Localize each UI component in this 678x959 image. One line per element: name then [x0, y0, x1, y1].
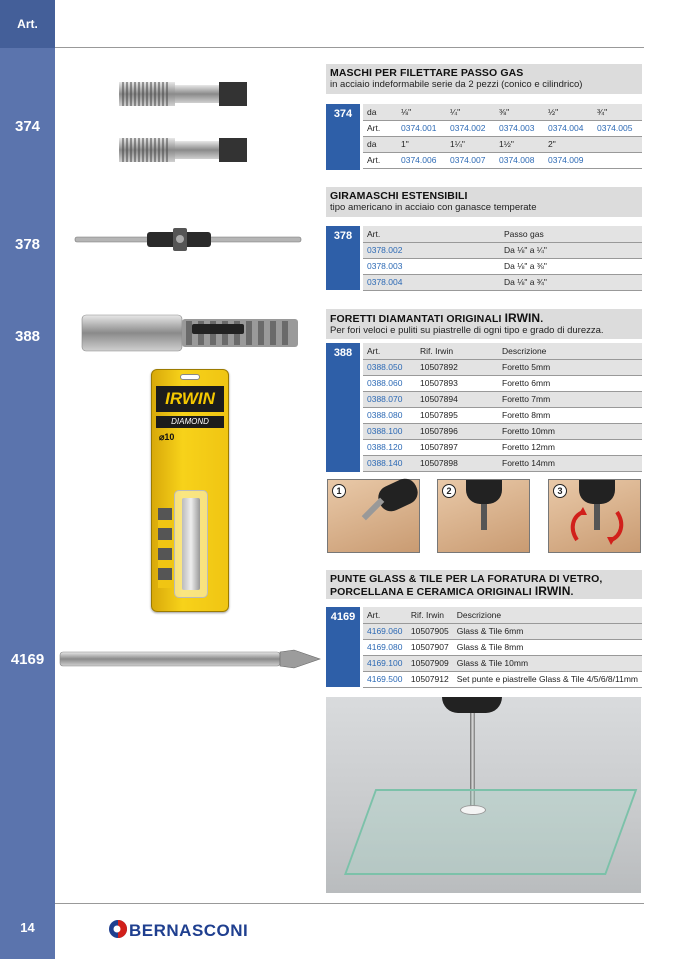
table-row: [363, 455, 642, 471]
section-4169-header: [326, 570, 642, 599]
drill-body: [374, 475, 421, 515]
top-rule: [55, 47, 644, 48]
table-row: [363, 120, 642, 136]
section-4169-tab: 4169: [326, 607, 360, 687]
table-cell: ¼": [446, 104, 495, 120]
section-4169-table: [363, 607, 642, 688]
step-number: 1: [332, 484, 346, 498]
table-row: [363, 671, 642, 687]
table-cell: 10507905: [407, 623, 453, 639]
tap-wrench-image: [73, 226, 305, 254]
table-cell: Foretto 7mm: [498, 391, 642, 407]
table-cell: 10507897: [416, 439, 498, 455]
table-cell[interactable]: 0388.140: [363, 455, 416, 471]
drill-spot: [460, 805, 486, 815]
table-cell: [593, 136, 642, 152]
table-row: [363, 407, 642, 423]
section-374-table: [363, 104, 642, 169]
section-4169-title-line1: PUNTE GLASS & TILE PER LA FORATURA DI VETRO,: [330, 573, 603, 585]
section-388-subtitle: Per fori veloci e puliti su piastrelle di ogni tipo e grado di durezza.: [330, 325, 604, 336]
table-header-cell: Passo gas: [500, 226, 642, 242]
table-cell[interactable]: 0388.100: [363, 423, 416, 439]
table-cell: ⅜": [495, 104, 544, 120]
table-cell: ¾": [593, 104, 642, 120]
drill-body: [466, 480, 502, 504]
table-cell: 10507893: [416, 375, 498, 391]
table-cell: 1½": [495, 136, 544, 152]
step-number: 2: [442, 484, 456, 498]
section-378-subtitle: tipo americano in acciaio con ganasce temperate: [330, 202, 537, 213]
package-size-label: ⌀10: [159, 432, 175, 442]
table-cell: Art.: [363, 152, 397, 168]
rotation-arrows-icon: [567, 506, 627, 546]
table-cell: ½": [544, 104, 593, 120]
sidebar-code-388[interactable]: 388: [14, 328, 41, 345]
table-cell[interactable]: 0378.002: [363, 242, 500, 258]
table-row: [363, 152, 642, 168]
table-cell[interactable]: 0388.070: [363, 391, 416, 407]
table-cell[interactable]: 0388.060: [363, 375, 416, 391]
table-header-cell: Rif. Irwin: [407, 607, 453, 623]
package-bit: [182, 498, 200, 590]
bernasconi-logo-icon: [108, 919, 128, 939]
table-cell[interactable]: 4169.080: [363, 639, 407, 655]
table-row: [363, 391, 642, 407]
sidebar-header: Art.: [0, 0, 55, 48]
sidebar-code-378[interactable]: 378: [14, 236, 41, 253]
package-brand-label: IRWIN: [156, 386, 224, 412]
sidebar-code-4169[interactable]: 4169: [10, 651, 45, 668]
table-row: [363, 274, 642, 290]
table-cell[interactable]: 4169.100: [363, 655, 407, 671]
glass-drilling-photo: [326, 697, 641, 893]
table-cell: 2": [544, 136, 593, 152]
table-row: [363, 359, 642, 375]
bottom-rule: [55, 903, 644, 904]
table-cell: Set punte e piastrelle Glass & Tile 4/5/6/8/11mm: [453, 671, 642, 687]
table-row: [363, 375, 642, 391]
table-cell[interactable]: 0374.001: [397, 120, 446, 136]
section-4169-title-text: PORCELLANA E CERAMICA ORIGINALI: [330, 586, 532, 598]
table-row: [363, 639, 642, 655]
table-cell: Foretto 8mm: [498, 407, 642, 423]
tap-set-image: [115, 78, 251, 170]
table-cell: Art.: [363, 120, 397, 136]
irwin-brand-mark: IRWIN: [504, 311, 541, 325]
table-cell: Foretto 12mm: [498, 439, 642, 455]
section-378-title: GIRAMASCHI ESTENSIBILI: [330, 190, 468, 202]
sidebar: [0, 0, 55, 959]
section-388-title: FORETTI DIAMANTATI ORIGINALI IRWIN.: [330, 311, 544, 325]
section-4169-title-line2: PORCELLANA E CERAMICA ORIGINALI IRWIN.: [330, 584, 574, 598]
step-number: 3: [553, 484, 567, 498]
table-cell: 10507909: [407, 655, 453, 671]
table-cell[interactable]: 0378.004: [363, 274, 500, 290]
table-row: [363, 655, 642, 671]
table-row: [363, 242, 642, 258]
section-374-subtitle: in acciaio indeformabile serie da 2 pezzi (conico e cilindrico): [330, 79, 583, 90]
drill-bit: [362, 498, 385, 521]
table-row: [363, 258, 642, 274]
diamond-drill-bit-image: [80, 311, 302, 355]
table-cell[interactable]: 4169.500: [363, 671, 407, 687]
package-icons: [158, 508, 172, 588]
sidebar-code-374[interactable]: 374: [14, 118, 41, 135]
section-374-title: MASCHI PER FILETTARE PASSO GAS: [330, 67, 524, 79]
table-cell: Da ⅛" a ¼": [500, 242, 642, 258]
table-row: [363, 343, 642, 359]
table-cell: Glass & Tile 6mm: [453, 623, 642, 639]
table-cell: Foretto 10mm: [498, 423, 642, 439]
section-388-title-text: FORETTI DIAMANTATI ORIGINALI: [330, 313, 502, 325]
table-cell: 1": [397, 136, 446, 152]
table-cell: 10507898: [416, 455, 498, 471]
table-cell[interactable]: 0378.003: [363, 258, 500, 274]
step-3-image: [548, 479, 641, 553]
table-cell: 10507896: [416, 423, 498, 439]
drill-body: [579, 480, 615, 504]
table-cell[interactable]: 0374.003: [495, 120, 544, 136]
table-cell: 10507894: [416, 391, 498, 407]
table-row: [363, 136, 642, 152]
table-cell: 10507892: [416, 359, 498, 375]
table-cell: ⅛": [397, 104, 446, 120]
irwin-brand-mark: IRWIN: [534, 584, 571, 598]
package-line-label: DIAMOND: [156, 416, 224, 428]
step-2-image: [437, 479, 530, 553]
section-378-tab: 378: [326, 226, 360, 290]
section-388-tab: 388: [326, 343, 360, 472]
package-hang-hole: [180, 374, 200, 380]
table-cell[interactable]: 4169.060: [363, 623, 407, 639]
table-header-cell: Descrizione: [453, 607, 642, 623]
table-header-cell: Descrizione: [498, 343, 642, 359]
table-cell: 10507907: [407, 639, 453, 655]
section-388-header: [326, 309, 642, 339]
table-cell[interactable]: 0374.009: [544, 152, 593, 168]
table-cell: Foretto 6mm: [498, 375, 642, 391]
table-cell[interactable]: 0374.004: [544, 120, 593, 136]
table-cell: Da ⅛" a ¾": [500, 274, 642, 290]
table-cell: da: [363, 104, 397, 120]
section-378-header: [326, 187, 642, 217]
table-row: [363, 623, 642, 639]
glass-panel: [344, 789, 637, 875]
glass-tile-bit-image: [58, 646, 322, 672]
table-cell[interactable]: 0374.007: [446, 152, 495, 168]
drill-chuck: [442, 697, 502, 713]
table-cell: 10507912: [407, 671, 453, 687]
table-row: [363, 423, 642, 439]
table-cell[interactable]: 0374.005: [593, 120, 642, 136]
drill-bit: [481, 504, 487, 530]
table-cell[interactable]: 0374.008: [495, 152, 544, 168]
table-row: [363, 607, 642, 623]
table-row: [363, 104, 642, 120]
table-cell: 1¼": [446, 136, 495, 152]
section-388-table: [363, 343, 642, 472]
table-cell: Foretto 14mm: [498, 455, 642, 471]
table-cell: Glass & Tile 8mm: [453, 639, 642, 655]
table-row: [363, 226, 642, 242]
brand-name: BERNASCONI: [129, 921, 249, 940]
table-cell[interactable]: 0374.002: [446, 120, 495, 136]
page-number: 14: [20, 920, 35, 935]
irwin-package: [151, 369, 229, 612]
table-header-cell: Art.: [363, 607, 407, 623]
table-header-cell: Art.: [363, 226, 500, 242]
table-cell[interactable]: 0388.050: [363, 359, 416, 375]
table-cell[interactable]: 0388.120: [363, 439, 416, 455]
step-1-image: [327, 479, 420, 553]
table-header-cell: Art.: [363, 343, 416, 359]
table-header-cell: Rif. Irwin: [416, 343, 498, 359]
table-cell[interactable]: 0388.080: [363, 407, 416, 423]
table-cell[interactable]: 0374.006: [397, 152, 446, 168]
section-374-header: [326, 64, 642, 94]
table-cell: 10507895: [416, 407, 498, 423]
table-cell: Da ⅛" a ⅜": [500, 258, 642, 274]
section-374-tab: 374: [326, 104, 360, 170]
table-row: [363, 439, 642, 455]
table-cell: Foretto 5mm: [498, 359, 642, 375]
section-378-table: [363, 226, 642, 291]
table-cell: [593, 152, 642, 168]
table-cell: da: [363, 136, 397, 152]
table-cell: Glass & Tile 10mm: [453, 655, 642, 671]
